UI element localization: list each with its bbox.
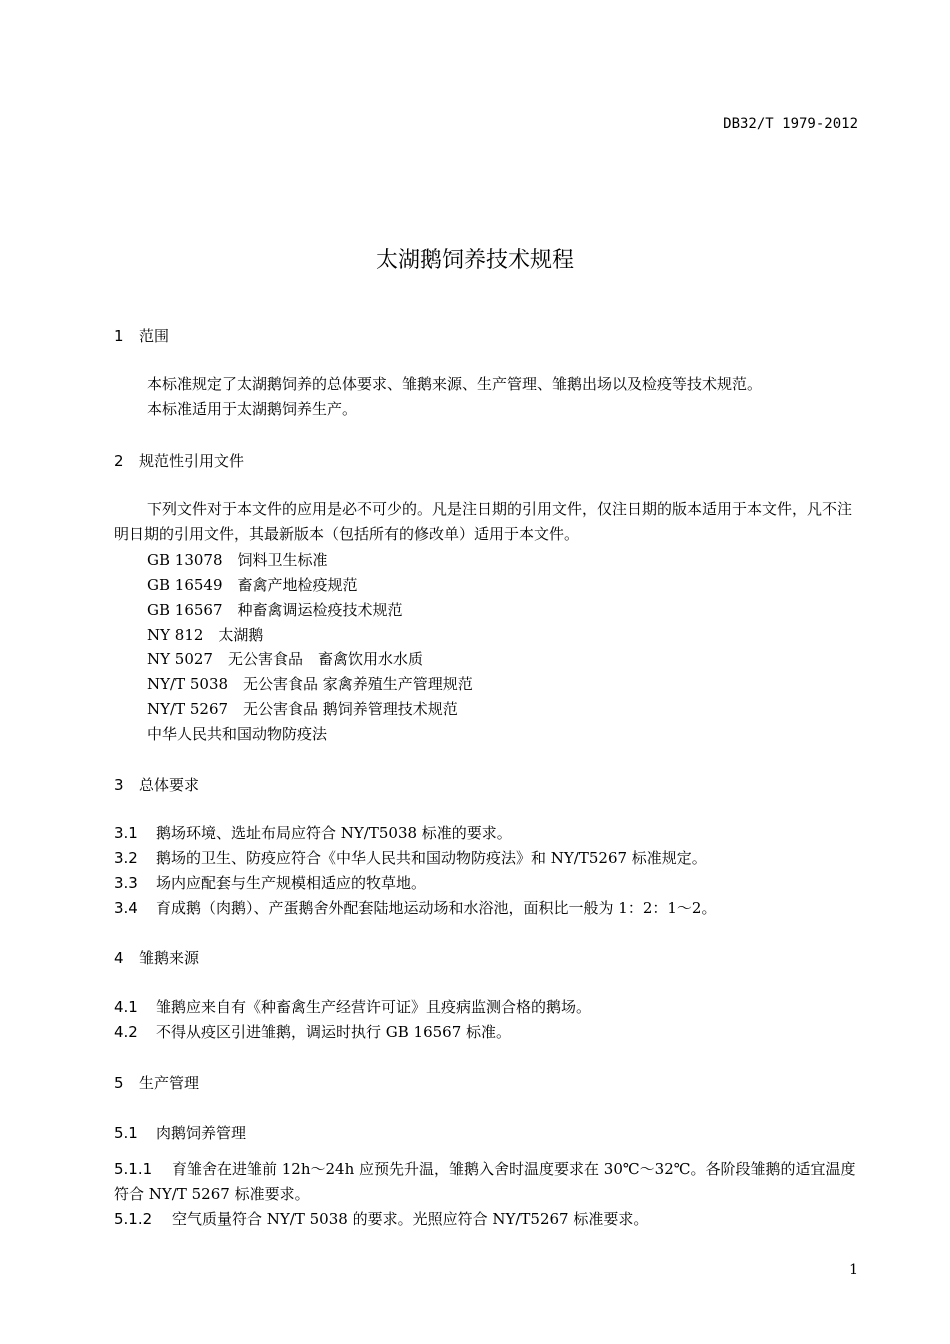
section-number: 2 [114,452,124,470]
clause-text: 空气质量符合 NY/T 5038 的要求。光照应符合 NY/T5267 标准要求。 [172,1210,649,1228]
reference-item: NY/T 5038 无公害食品 家禽养殖生产管理规范 [147,675,473,693]
paragraph: 下列文件对于本文件的应用是必不可少的。凡是注日期的引用文件，仅注日期的版本适用于本文件，凡不注明日期的引用文件，其最新版本（包括所有的修改单）适用于本文件。 [114,500,853,543]
section-number: 3 [114,776,124,794]
clause-text: 不得从疫区引进雏鹅，调运时执行 GB 16567 标准。 [156,1023,512,1041]
clause-number: 3.1 [114,824,138,842]
clause-item [114,995,860,1020]
reference-item: NY/T 5267 无公害食品 鹅饲养管理技术规范 [147,700,458,718]
clause-item [114,821,860,846]
reference-item: GB 16549 畜禽产地检疫规范 [147,576,358,594]
clause-text: 育雏舍在进雏前 12h～24h 应预先升温，雏鹅入舍时温度要求在 30℃～32℃。各阶段雏鹅的适宜温度符合 NY/T 5267 标准要求。 [114,1160,856,1203]
section-number: 1 [114,327,124,345]
clause-number: 5.1.1 [114,1160,153,1178]
clause-text: 鹅场环境、选址布局应符合 NY/T5038 标准的要求。 [156,824,512,842]
clause-item [114,1020,860,1045]
section-title: 总体要求 [139,776,200,794]
section-number: 4 [114,949,124,967]
subsection-number: 5.1 [114,1124,138,1142]
clause-item [114,1207,860,1232]
paragraph: 本标准适用于太湖鹅饲养生产。 [147,400,358,418]
section-3-heading [114,774,199,795]
section-5-heading [114,1072,199,1093]
section-number: 5 [114,1074,124,1092]
reference-item: GB 16567 种畜禽调运检疫技术规范 [147,601,403,619]
reference-item: GB 13078 饲料卫生标准 [147,551,328,569]
reference-item: NY 812 太湖鹅 [147,626,264,644]
document-title: 太湖鹅饲养技术规程 [375,248,574,273]
section-title: 规范性引用文件 [139,452,245,470]
section-2-heading [114,450,244,471]
section-1-heading [114,325,169,346]
reference-item: 中华人民共和国动物防疫法 [147,725,328,743]
clause-text: 场内应配套与生产规模相适应的牧草地。 [156,874,427,892]
clause-number: 4.2 [114,1023,138,1041]
section-title: 雏鹅来源 [139,949,200,967]
clause-number: 3.3 [114,874,138,892]
paragraph: 本标准规定了太湖鹅饲养的总体要求、雏鹅来源、生产管理、雏鹅出场以及检疫等技术规范。 [147,375,763,393]
clause-number: 5.1.2 [114,1210,153,1228]
page-number: 1 [849,1262,858,1278]
clause-number: 3.4 [114,899,138,917]
clause-item [114,896,860,921]
subsection-title: 肉鹅饲养管理 [156,1124,247,1142]
reference-item: NY 5027 无公害食品 畜禽饮用水水质 [147,650,423,668]
clause-number: 4.1 [114,998,138,1016]
clause-item [114,871,860,896]
clause-text: 育成鹅（肉鹅）、产蛋鹅舍外配套陆地运动场和水浴池，面积比一般为 1：2：1～2。 [156,899,717,917]
clause-number: 3.2 [114,849,138,867]
section-title: 范围 [139,327,170,345]
standard-code: DB32/T 1979-2012 [723,116,858,132]
clause-text: 雏鹅应来自有《种畜禽生产经营许可证》且疫病监测合格的鹅场。 [156,998,592,1016]
clause-item [114,846,860,871]
subsection-5-1-heading [114,1122,246,1143]
clause-text: 鹅场的卫生、防疫应符合《中华人民共和国动物防疫法》和 NY/T5267 标准规定。 [156,849,707,867]
section-title: 生产管理 [139,1074,200,1092]
section-4-heading [114,947,199,968]
clause-item [114,1157,860,1207]
